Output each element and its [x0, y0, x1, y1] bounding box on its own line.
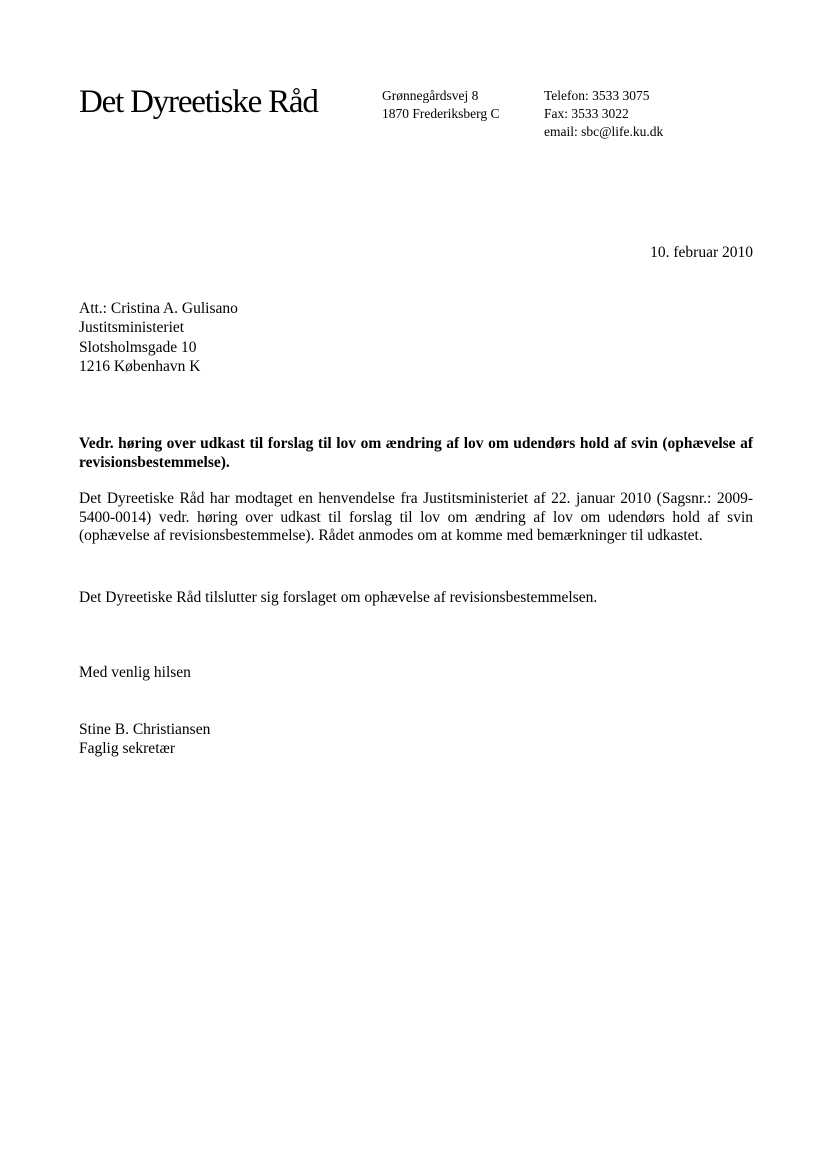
- recipient-city: 1216 København K: [79, 357, 201, 375]
- letterhead-contact: [544, 87, 663, 141]
- address-street: Grønnegårdsvej 8: [382, 88, 479, 103]
- recipient-block: [79, 299, 238, 376]
- letter-date: 10. februar 2010: [650, 244, 753, 261]
- signature-block: [79, 720, 210, 758]
- recipient-street: Slotsholmsgade 10: [79, 338, 197, 356]
- contact-phone: Telefon: 3533 3075: [544, 88, 650, 103]
- body-paragraph-1: Det Dyreetiske Råd har modtaget en henvendelse fra Justitsministeriet af 22. januar 2010 (Sagsnr.: 2009-5400-0014) vedr. høring over udkast til forslag til lov om ændring af lov om udendørs hold af svin (ophævelse af revisionsbestemmelse). Rådet anmodes om at komme med bemærkninger til udkastet.: [79, 490, 753, 544]
- contact-fax: Fax: 3533 3022: [544, 106, 629, 121]
- recipient-org: Justitsministeriet: [79, 319, 185, 337]
- letterhead-address: [382, 87, 500, 123]
- address-city: 1870 Frederiksberg C: [382, 106, 500, 121]
- recipient-att: Att.: Cristina A. Gulisano: [79, 300, 238, 317]
- letter-closing: Med venlig hilsen: [79, 664, 191, 681]
- contact-email: email: sbc@life.ku.dk: [544, 124, 664, 139]
- letterhead-org-name: Det Dyreetiske Råd: [79, 84, 318, 120]
- letter-subject: Vedr. høring over udkast til forslag til lov om ændring af lov om udendørs hold af svin (ophævelse af revisionsbestemmelse).: [79, 435, 753, 471]
- body-paragraph-2: Det Dyreetiske Råd tilslutter sig forslaget om ophævelse af revisionsbestemmelsen.: [79, 589, 598, 606]
- signature-name: Stine B. Christiansen: [79, 721, 211, 738]
- signature-title: Faglig sekretær: [79, 740, 175, 757]
